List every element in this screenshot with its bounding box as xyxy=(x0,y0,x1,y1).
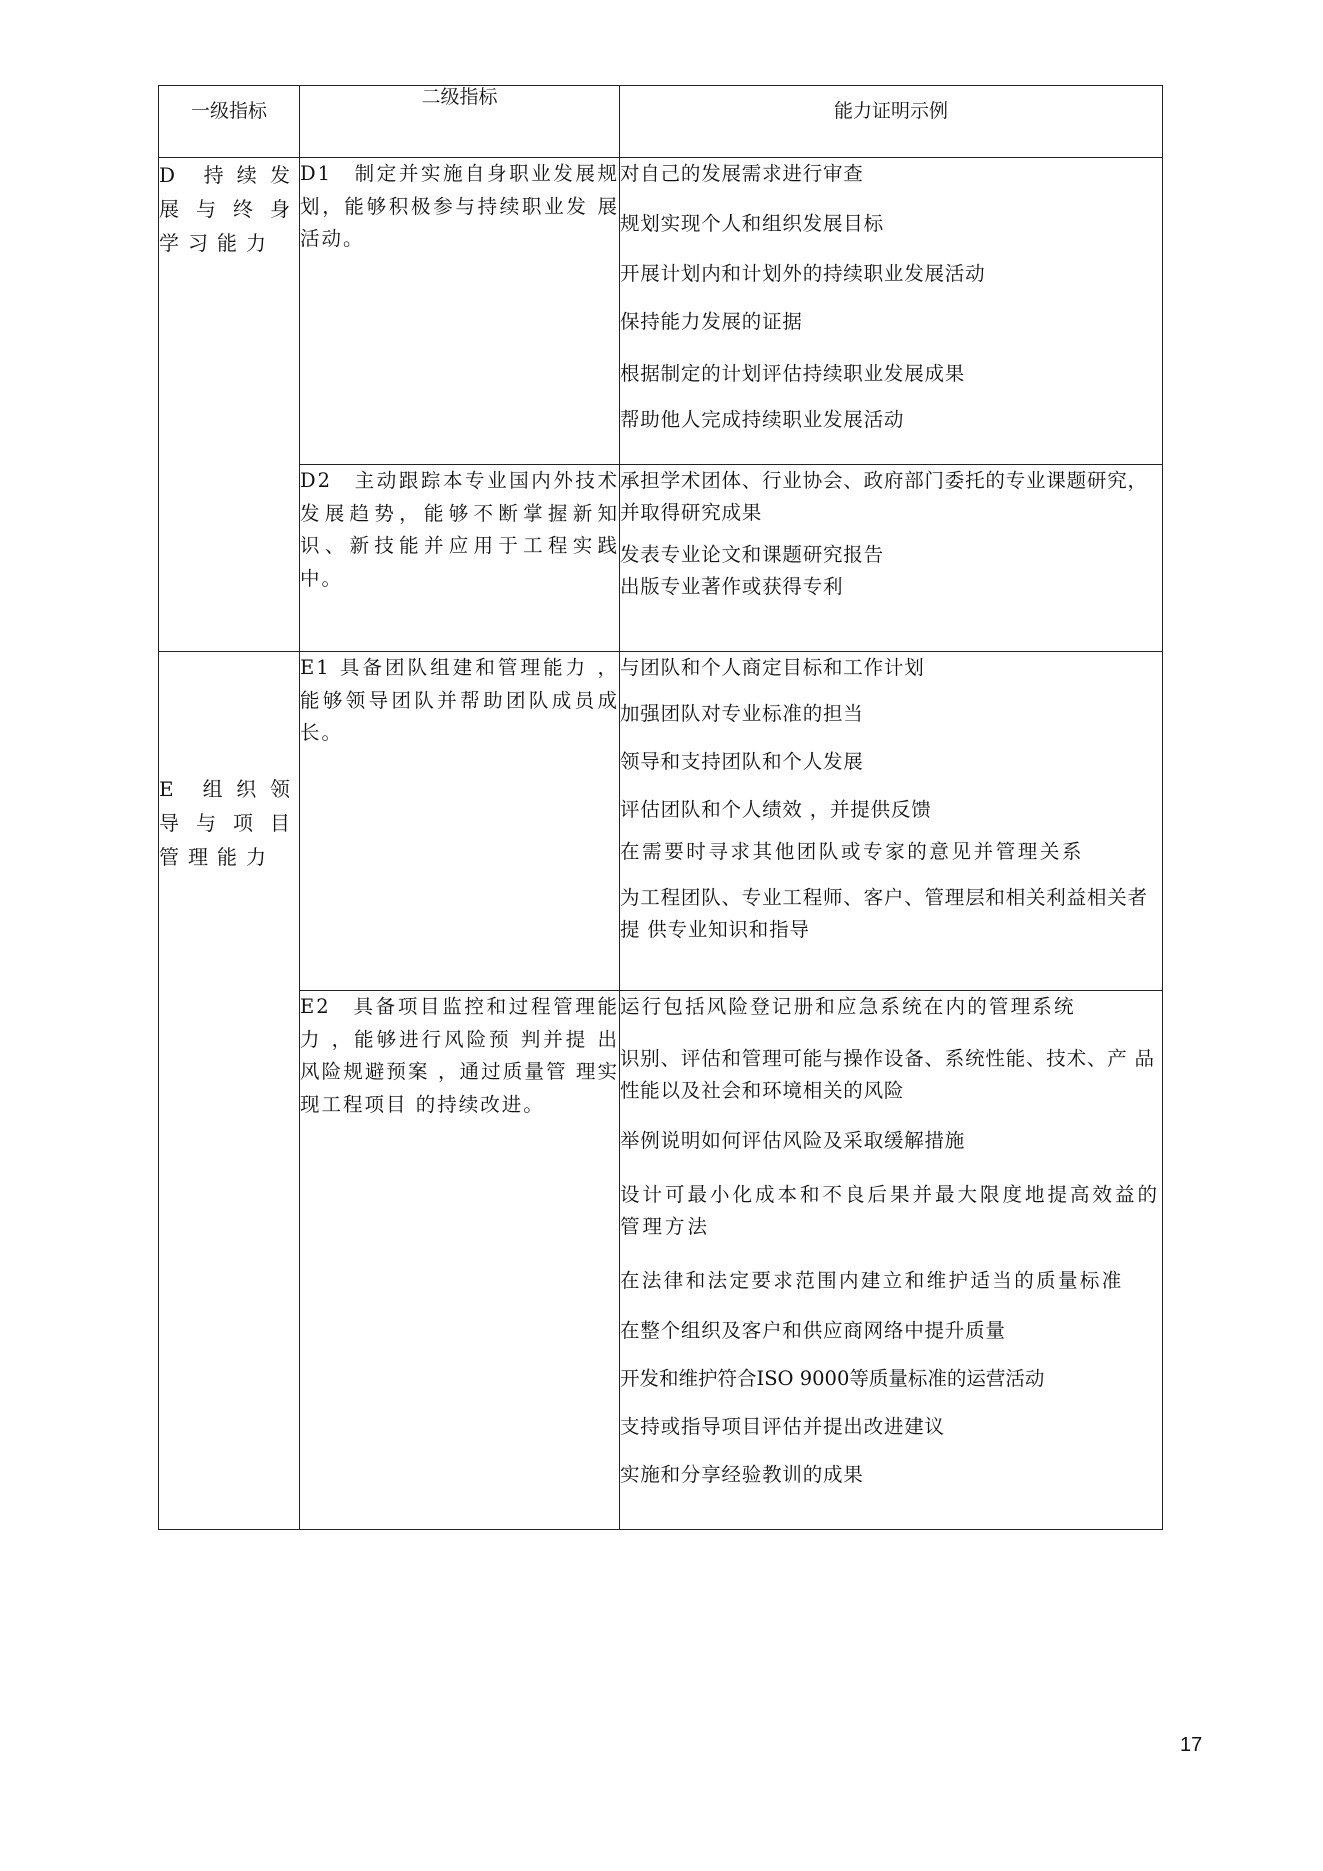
example-item: 评估团队和个人绩效 ，并提供反馈 xyxy=(620,798,932,821)
table-header-row xyxy=(159,86,1163,158)
page-number: 17 xyxy=(1180,1734,1203,1756)
example-item: 为工程团队、专业工程师、客户、管理层和相关利益相关者提 供专业知识和指导 xyxy=(620,886,1148,941)
example-item: 支持或指导项目评估并提出改进建议 xyxy=(620,1415,945,1438)
level2-indicator: D2 主动跟踪本专业国内外技术发展趋势，能够不断掌握新知识、新技能并应用于工程实践中。 xyxy=(300,465,620,652)
examples-cell xyxy=(620,652,1163,991)
level1-indicator: E 组织领导与项目管理能力 xyxy=(159,652,300,1530)
examples-cell xyxy=(620,465,1163,652)
table-row xyxy=(159,652,1163,991)
example-item: 领导和支持团队和个人发展 xyxy=(620,750,864,773)
competency-table xyxy=(158,85,1163,1530)
example-item: 开发和维护符合ISO 9000等质量标准的运营活动 xyxy=(620,1367,1045,1390)
header-level1: 一级指标 xyxy=(159,86,300,158)
example-item: 举例说明如何评估风险及采取缓解措施 xyxy=(620,1129,966,1152)
example-item: 发表专业论文和课题研究报告 xyxy=(620,543,884,566)
example-item: 识别、评估和管理可能与操作设备、系统性能、技术、产 品 性能以及社会和环境相关的风险 xyxy=(620,1047,1155,1102)
example-item: 出版专业著作或获得专利 xyxy=(620,575,844,598)
example-item: 帮助他人完成持续职业发展活动 xyxy=(620,408,905,431)
example-item: 运行包括风险登记册和应急系统在内的管理系统 xyxy=(620,995,1076,1018)
table-row xyxy=(159,158,1163,465)
example-item: 设计可最小化成本和不良后果并最大限度地提高效益的管理方法 xyxy=(620,1183,1161,1238)
example-item: 规划实现个人和组织发展目标 xyxy=(620,212,884,235)
example-item: 开展计划内和计划外的持续职业发展活动 xyxy=(620,262,986,285)
example-item: 保持能力发展的证据 xyxy=(620,310,803,333)
level1-indicator: D 持续发展与终身学习能力 xyxy=(159,158,300,652)
example-item: 实施和分享经验教训的成果 xyxy=(620,1463,864,1486)
example-item: 根据制定的计划评估持续职业发展成果 xyxy=(620,362,966,385)
header-level2: 二级指标 xyxy=(300,86,620,158)
example-item: 在法律和法定要求范围内建立和维护适当的质量标准 xyxy=(620,1269,1124,1292)
example-item: 在需要时寻求其他团队或专家的意见并管理关系 xyxy=(620,840,1085,863)
example-item: 在整个组织及客户和供应商网络中提升质量 xyxy=(620,1319,1006,1342)
examples-cell xyxy=(620,991,1163,1530)
header-examples: 能力证明示例 xyxy=(620,86,1163,158)
table-row xyxy=(159,991,1163,1530)
example-item: 承担学术团体、行业协会、政府部门委托的专业课题研究，并取得研究成果 xyxy=(620,469,1148,524)
level2-indicator: E2 具备项目监控和过程管理能力 ，能够进行风险预 判并提 出风险规避预案 ，通过质量管 理实现工程项目 的持续改进。 xyxy=(300,991,620,1530)
example-item: 加强团队对专业标准的担当 xyxy=(620,702,864,725)
examples-cell xyxy=(620,158,1163,465)
example-item: 对自己的发展需求进行审查 xyxy=(620,162,864,185)
example-item: 与团队和个人商定目标和工作计划 xyxy=(620,656,925,679)
level2-indicator: E1 具备团队组建和管理能力 ，能够领导团队并帮助团队成员成长。 xyxy=(300,652,620,991)
table-row xyxy=(159,465,1163,652)
level2-indicator: D1 制定并实施自身职业发展规划，能够积极参与持续职业发 展活动。 xyxy=(300,158,620,465)
